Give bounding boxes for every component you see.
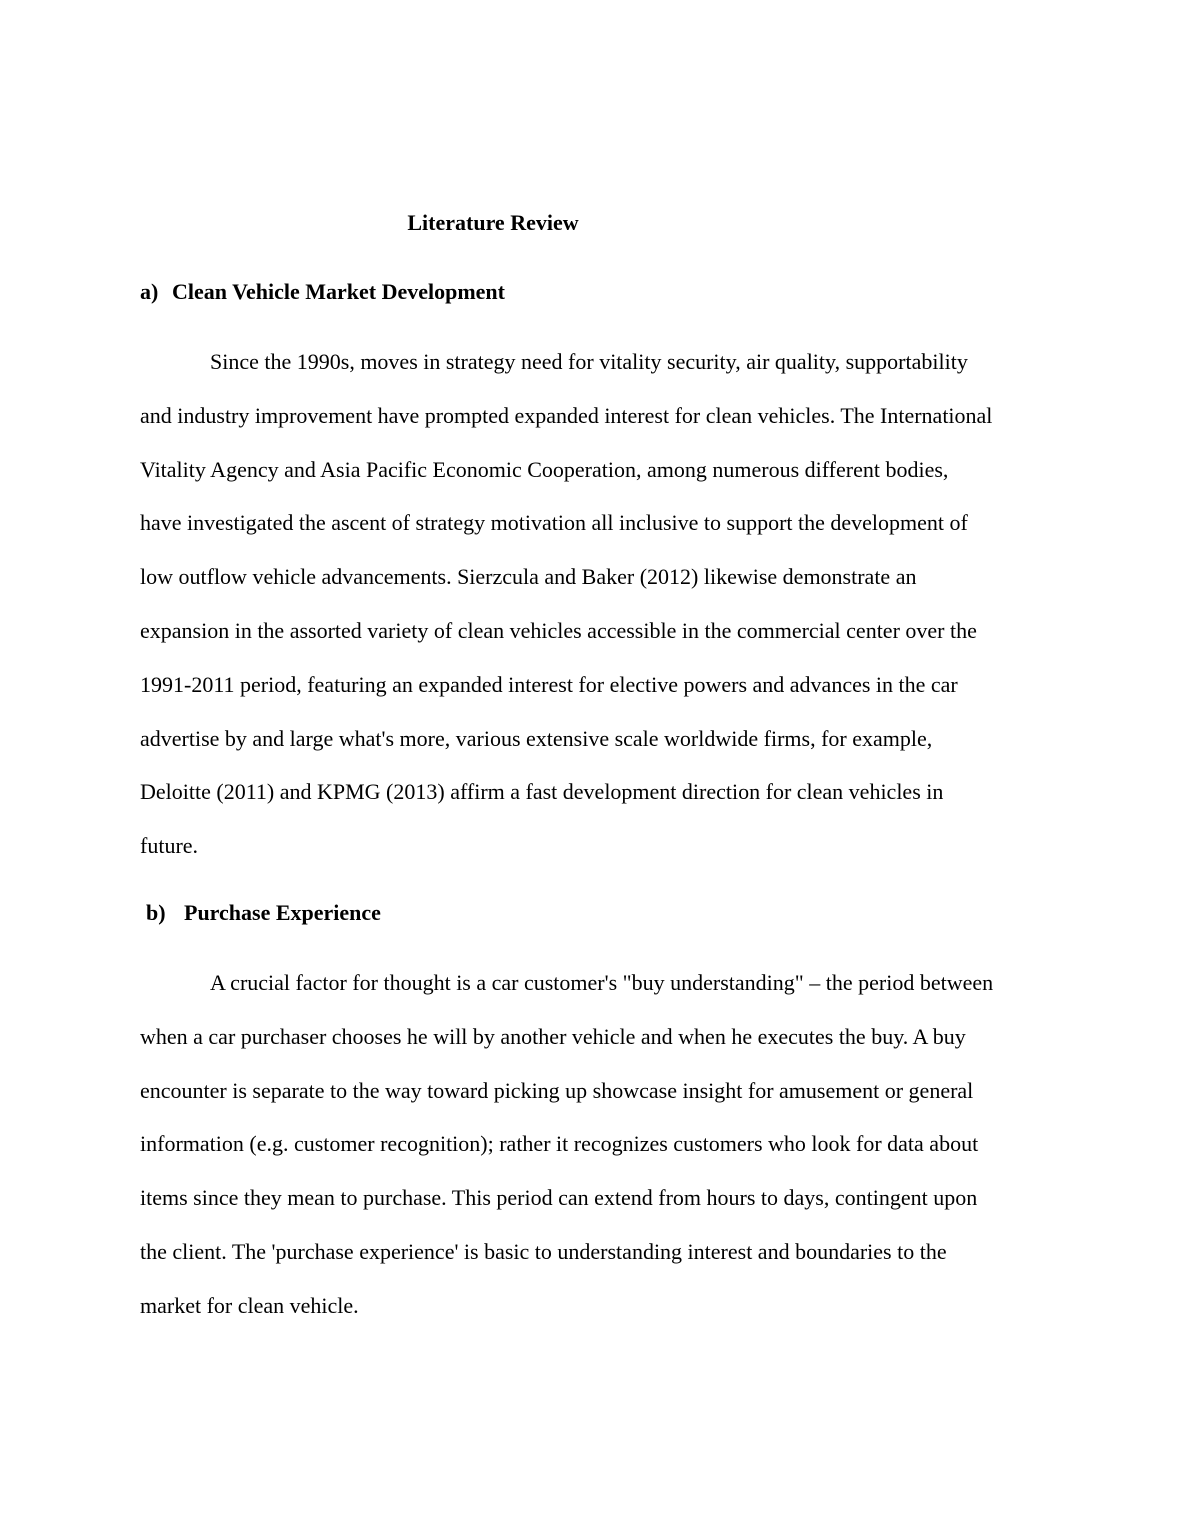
paragraph-line: expansion in the assorted variety of clean vehicles accessible in the commercial center over the [140, 617, 977, 643]
paragraph-line: low outflow vehicle advancements. Sierzcula and Baker (2012) likewise demonstrate an [140, 564, 917, 590]
section-heading-text: Purchase Experience [184, 900, 381, 925]
paragraph-line: advertise by and large what's more, various extensive scale worldwide firms, for example, [140, 725, 933, 751]
paragraph-line: future. [140, 833, 199, 859]
section-heading-text: Clean Vehicle Market Development [172, 279, 505, 304]
paragraph-line: market for clean vehicle. [140, 1292, 359, 1318]
section-heading [146, 898, 381, 928]
section-marker: a) [140, 279, 159, 304]
section-marker: b) [146, 900, 166, 925]
paragraph-line: when a car purchaser chooses he will by another vehicle and when he executes the buy. A buy [140, 1023, 966, 1049]
paragraph-line: the client. The 'purchase experience' is basic to understanding interest and boundaries to the [140, 1238, 947, 1264]
paragraph-line: information (e.g. customer recognition); rather it recognizes customers who look for data about [140, 1131, 979, 1157]
paragraph-line: Deloitte (2011) and KPMG (2013) affirm a fast development direction for clean vehicles in [140, 779, 944, 805]
paragraph-line: encounter is separate to the way toward picking up showcase insight for amusement or general [140, 1077, 974, 1103]
paragraph-line: Since the 1990s, moves in strategy need for vitality security, air quality, supportability [210, 349, 968, 374]
section-heading [140, 277, 505, 307]
paragraph-line: items since they mean to purchase. This period can extend from hours to days, contingent upon [140, 1185, 978, 1211]
page-title: Literature Review [407, 210, 579, 235]
paragraph-line: 1991-2011 period, featuring an expanded interest for elective powers and advances in the car [140, 671, 958, 697]
paragraph-line: Vitality Agency and Asia Pacific Economic Cooperation, among numerous different bodies, [140, 456, 949, 482]
paragraph-line: A crucial factor for thought is a car customer's "buy understanding" – the period between [210, 970, 994, 995]
paragraph-line: and industry improvement have prompted expanded interest for clean vehicles. The International [140, 402, 993, 428]
paragraph-line: have investigated the ascent of strategy motivation all inclusive to support the development of [140, 510, 968, 536]
section-paragraph [140, 335, 1050, 873]
section-paragraph [140, 956, 1050, 1333]
